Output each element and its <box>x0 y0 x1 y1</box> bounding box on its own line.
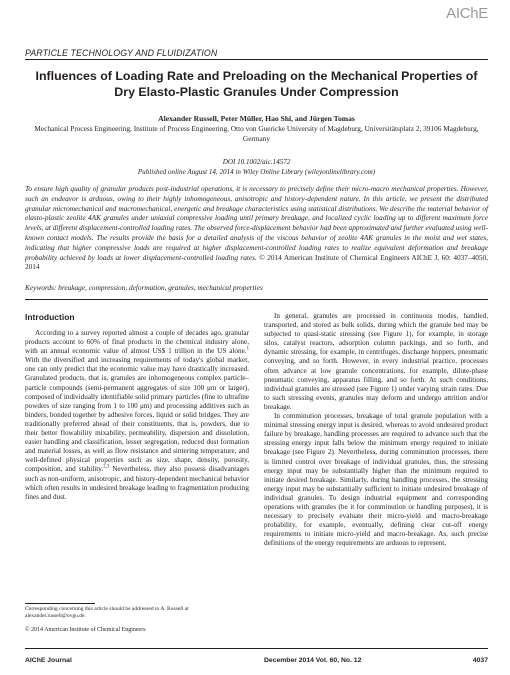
article-title: Influences of Loading Rate and Preloading on the Mechanical Properties of Dry Elasto-Plastic Granules Under Compression <box>35 69 478 99</box>
paragraph-text: According to a survey reported almost a couple of decades ago, granular products account to 60% of final products in the chemical industry alone, with an annual economic value of almost US$ 1 trillion in the US alone. <box>25 329 249 356</box>
footer-divider <box>25 648 488 649</box>
abstract-text: To ensure high quality of granular products post-industrial operations, it is necessary to precisely define their micro-macro mechanical properties. However, such an endeavor is arduous, owing to their highly inhomogeneous, anisotropic and history-dependent nature. In this article, we present the distributed granular micromechanical and macromechanical, energetic and breakage characteristics using statistical distributions. We describe the material behavior of elasto-plastic zeolite 4AK granules under uniaxial compressive loading until primary breakage, and localized cyclic loading up to different maximum force levels, at different displacement-controlled loading rates. The observed force-displacement behavior had been approximated and further evaluated using well-known contact models. The results provide the basis for a detailed analysis of the viscous behavior of zeolite 4AK granules in the moist and wet states, indicating that higher compressive loads are required at higher displacement-controlled loading rates to realize equivalent deformation and breakage probability achieved by loads at lower displacement-controlled loading rates. <box>25 184 488 262</box>
paragraph-text: Nevertheless, they also possess disadvantages such as non-uniform, anisotropic, and history-dependent mechanical behavior which often results in undesired breakage leading to fragmentation producing fines and dust. <box>25 465 250 501</box>
footnote-divider <box>25 603 95 604</box>
affiliation: Mechanical Process Engineering, Institute of Process Engineering, Otto von Guericke University of Magdeburg, Universitätsplatz 2, 39106 Magdeburg, Germany <box>34 124 479 143</box>
authors: Alexander Russell, Peter Müller, Hao Shi, and Jürgen Tomas <box>158 114 355 123</box>
paragraph <box>25 329 249 502</box>
publication-note: Published online August 14, 2014 in Wiley Online Library (wileyonlinelibrary.com) <box>137 168 376 176</box>
copyright-notice: © 2014 American Institute of Chemical Engineers <box>25 627 146 633</box>
journal-logo: AIChE <box>446 5 488 22</box>
abstract-divider <box>25 299 488 300</box>
citation-ref[interactable]: 1 <box>246 346 249 352</box>
introduction-heading: Introduction <box>25 312 75 322</box>
paragraph-text: With the diversified and increasing requirements of today's global market, one can only predict that the economic value may have drastically increased. Granulated products, that is, granules are inhomogeneous complex particle–particle compounds (semi-permanent aggregates of size 100 μm or larger), composed of individually identifiable solid primary particles (fine to ultrafine powders of size ranging from 1 to 100 μm) and processing additives such as binders, bonded together by adhesive forces, liquid or solid bridges. They are traditionally preferred ahead of their constituents, that is, powders, due to their better flowability mixability, permeability, dispersion and dissolution, easier handling and classification, lesser segregation, reduced dust formation and material losses, as well as flow resistance and sintering temperature, and well-defined physical properties such as size, shape, density, porosity, composition, and stability. <box>25 356 249 474</box>
section-heading: PARTICLE TECHNOLOGY AND FLUIDIZATION <box>25 48 218 58</box>
right-column <box>264 312 488 548</box>
paragraph: In comminution processes, breakage of total granule population with a minimal stressing energy input is desired, whereas to avoid undesired product failure by breakage, handling processes are required to advance such that the stressing energy input falls below the minimum energy required to initiate breakage (see Figure 2). Nevertheless, during comminution processes, there is limited control over breakage of individual granules, thus, the stressing energy input may be substantially higher than the minimum required to initiate desired breakage. Similarly, during handling processes, the stressing energy input may be substantially sufficient to initiate undesired breakage of individual granules. To design industrial equipment and corresponding operations with granules (be it for comminution or handling purposes), it is necessary to precisely evaluate their micro-yield and macro-breakage probability, for example, eventually, defining clear cut-off energy requirements to initiate micro-yield and macro-breakage. As, such precise definitions of the energy requirements are arduous to represent, <box>264 412 488 548</box>
section-divider <box>25 59 488 60</box>
footer-journal: AIChE Journal <box>25 657 72 664</box>
paragraph: In general, granules are processed in continuous modes, handled, transported, and stored as bulk solids, during which the granule bed may be subjected to quasi-static stressing (see Figure 1), for example, in storage silos, catalyst reactors, adsorption column packings, and so forth, and dynamic stressing, for example, in centrifuges, discharge hoppers, pneumatic conveying, and so forth. However, in every industrial practice, processes often advance at low granule concentrations, for example, dilute-phase pneumatic conveying, apparatus filling, and so forth. At such conditions, individual granules are stressed (see Figure 1) under varying strain rates. Due to such stressing events, granules may deform and undergo attrition and/or breakage. <box>264 312 488 411</box>
correspondence-footnote: Corresponding concerning this article should be addressed to A. Russell at alexander.russell@ovgu.de. <box>25 606 189 619</box>
abstract-copyright: © 2014 American Institute of Chemical Engineers AIChE J, 60: 4037–4050, 2014 <box>25 252 489 272</box>
doi[interactable]: DOI 10.1002/aic.14572 <box>222 158 291 166</box>
left-column <box>25 312 249 502</box>
citation-ref[interactable]: 2,3 <box>103 465 110 471</box>
keywords: Keywords: breakage, compression, deformation, granules, mechanical properties <box>25 283 263 292</box>
abstract <box>25 184 488 272</box>
page-number: 4037 <box>472 657 488 664</box>
footer-issue: December 2014 Vol. 60, No. 12 <box>264 657 362 664</box>
